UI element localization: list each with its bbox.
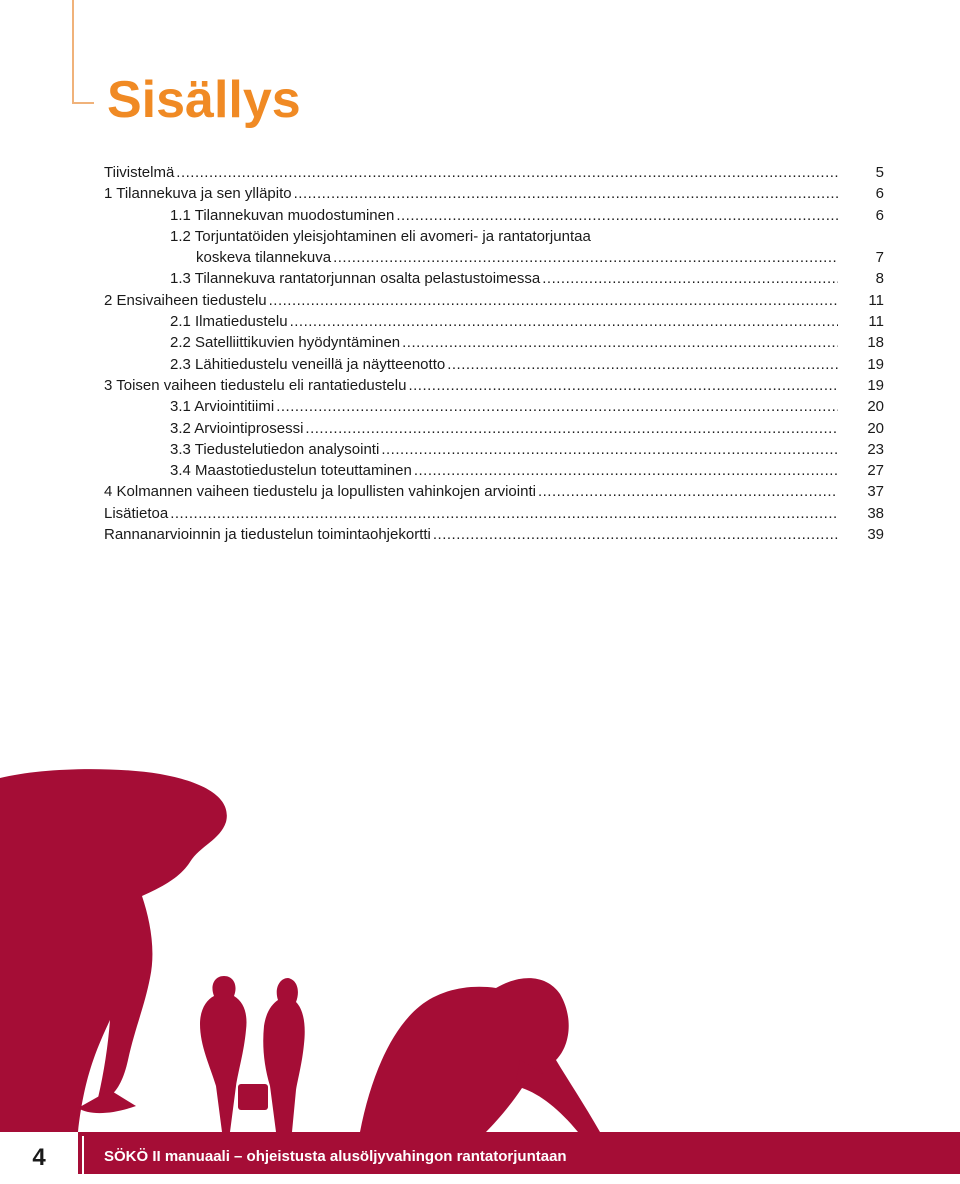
toc-entry-leader-dots <box>290 311 838 332</box>
toc-entry-page: 37 <box>867 483 884 501</box>
toc-entry-page: 38 <box>867 504 884 522</box>
toc-entry[interactable] <box>104 268 884 289</box>
bending-worker-silhouette <box>0 769 227 1132</box>
toc-entry-label: Tiivistelmä <box>104 164 175 181</box>
toc-entry-leader-dots <box>276 396 838 417</box>
toc-entry[interactable] <box>104 162 884 183</box>
toc-entry-label: 2 Ensivaiheen tiedustelu <box>104 291 267 309</box>
distant-worker-two <box>263 978 304 1132</box>
toc-entry-page: 7 <box>875 249 884 267</box>
footer-divider <box>82 1136 84 1174</box>
toc-entry[interactable] <box>104 354 884 375</box>
toc-entry-label: koskeva tilannekuva <box>196 249 332 267</box>
footer-page-number: 4 <box>0 1132 78 1174</box>
toc-entry-page: 5 <box>875 164 884 181</box>
toc-entry-leader-dots <box>447 354 838 375</box>
toc-entry-page: 27 <box>867 462 884 480</box>
toc-entry-page: 11 <box>868 291 884 309</box>
toc-entry-label: 3.3 Tiedustelutiedon analysointi <box>170 440 380 458</box>
workers-silhouette-illustration <box>0 760 960 1132</box>
toc-entry-leader-dots <box>542 268 838 289</box>
toc-entry-label: 1.1 Tilannekuvan muodostuminen <box>170 206 395 224</box>
toc-entry-leader-dots <box>433 524 838 545</box>
toc-entry-leader-dots <box>396 205 838 226</box>
toc-entry-label: 2.1 Ilmatiedustelu <box>170 313 288 331</box>
toc-entry[interactable] <box>104 481 884 502</box>
toc-entry[interactable] <box>104 205 884 226</box>
page-title: Sisällys <box>107 71 301 129</box>
toc-entry[interactable] <box>104 226 884 247</box>
toc-entry-label: 4 Kolmannen vaiheen tiedustelu ja lopullisten vahinkojen arviointi <box>104 483 536 501</box>
toc-entry-leader-dots <box>381 439 838 460</box>
toc-entry-leader-dots <box>176 162 838 183</box>
toc-entry[interactable] <box>104 290 884 311</box>
toc-entry-label: Lisätietoa <box>104 504 169 522</box>
toc-entry-page: 20 <box>867 419 884 437</box>
toc-entry[interactable] <box>104 418 884 439</box>
toc-entry-page: 20 <box>867 398 884 416</box>
toc-entry-label: 3.4 Maastotiedustelun toteuttaminen <box>170 462 412 480</box>
toc-entry-leader-dots <box>402 332 838 353</box>
page-footer <box>0 1132 960 1174</box>
toc-entry[interactable] <box>104 396 884 417</box>
toc-entry-leader-dots <box>294 183 838 204</box>
toc-entry-page: 6 <box>875 185 884 203</box>
toc-entry-leader-dots <box>333 247 838 268</box>
toc-entry-page: 19 <box>867 355 884 373</box>
toc-entry[interactable] <box>104 332 884 353</box>
toc-entry-label: 2.2 Satelliittikuvien hyödyntäminen <box>170 334 401 352</box>
toc-entry[interactable] <box>104 183 884 204</box>
bucket-silhouette <box>238 1084 268 1110</box>
toc-entry-leader-dots <box>269 290 838 311</box>
toc-entry[interactable] <box>104 503 884 524</box>
shovel-silhouette <box>78 1090 136 1113</box>
toc-entry[interactable] <box>104 247 884 268</box>
toc-entry-page: 6 <box>875 206 884 224</box>
toc-entry-label: 3.1 Arviointitiimi <box>170 398 275 416</box>
toc-entry[interactable] <box>104 375 884 396</box>
toc-entry-page: 39 <box>867 526 884 544</box>
toc-entry-page: 23 <box>867 440 884 458</box>
toc-entry-leader-dots <box>414 460 838 481</box>
toc-entry-label: 1 Tilannekuva ja sen ylläpito <box>104 185 292 203</box>
toc-entry-leader-dots <box>170 503 838 524</box>
toc-entry-page: 18 <box>867 334 884 352</box>
corner-mark-vertical <box>72 0 74 104</box>
toc-entry-page: 19 <box>867 376 884 394</box>
toc-entry-leader-dots <box>538 481 838 502</box>
toc-entry-leader-dots <box>408 375 838 396</box>
toc-entry-leader-dots <box>305 418 838 439</box>
toc-entry[interactable] <box>104 524 884 545</box>
toc-entry-label: Rannanarvioinnin ja tiedustelun toimintaohjekortti <box>104 526 431 544</box>
toc-entry[interactable] <box>104 311 884 332</box>
toc-entry-page: 11 <box>868 313 884 331</box>
toc-entry-label: 1.2 Torjuntatöiden yleisjohtaminen eli avomeri- ja rantatorjuntaa <box>170 227 591 245</box>
toc-entry-label: 3.2 Arviointiprosessi <box>170 419 304 437</box>
toc-entry[interactable] <box>104 439 884 460</box>
footer-publication-title: SÖKÖ II manuaali – ohjeistusta alusöljyvahingon rantatorjuntaan <box>104 1148 567 1165</box>
toc-entry-label: 2.3 Lähitiedustelu veneillä ja näytteenotto <box>170 355 446 373</box>
toc-entry-label: 3 Toisen vaiheen tiedustelu eli rantatiedustelu <box>104 376 407 394</box>
table-of-contents <box>104 162 884 545</box>
toc-entry[interactable] <box>104 460 884 481</box>
corner-mark-horizontal <box>72 102 94 104</box>
toc-entry-page: 8 <box>875 270 884 288</box>
toc-entry-label: 1.3 Tilannekuva rantatorjunnan osalta pelastustoimessa <box>170 270 541 288</box>
